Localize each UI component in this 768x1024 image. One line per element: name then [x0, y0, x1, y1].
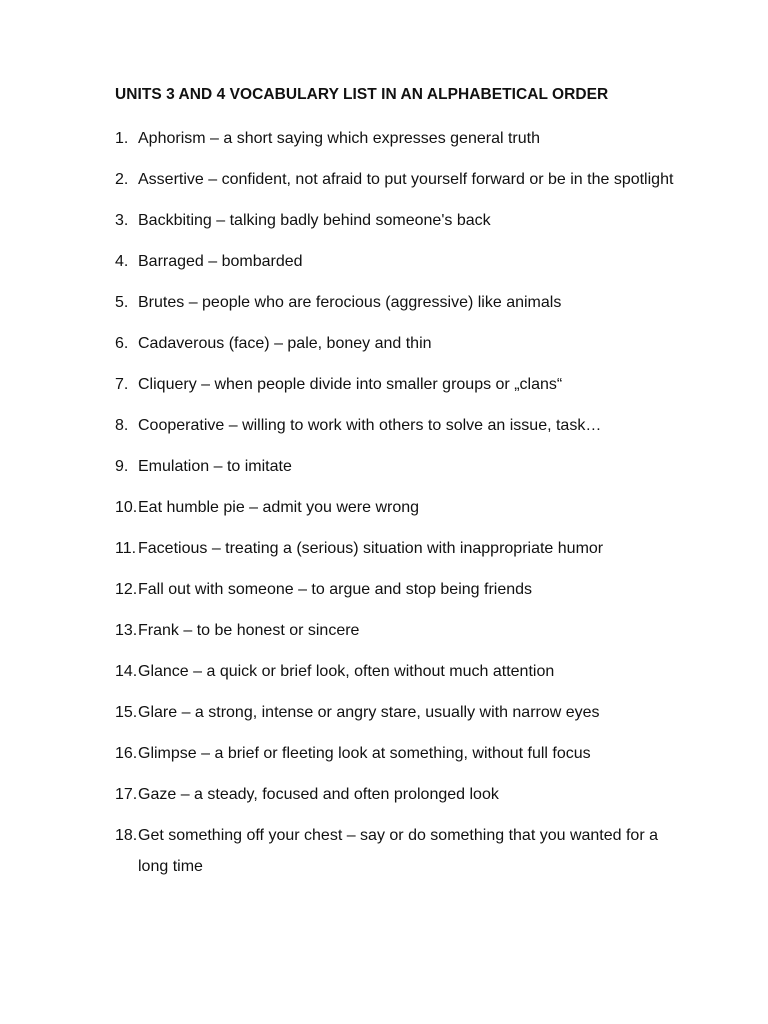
- list-item: [115, 697, 675, 728]
- list-item-number: 6.: [115, 335, 129, 352]
- list-item-number: 14.: [115, 663, 138, 680]
- list-item-number: 15.: [115, 704, 138, 721]
- list-item-text: Frank – to be honest or sincere: [138, 622, 360, 639]
- list-item-text: Barraged – bombarded: [138, 253, 303, 270]
- list-item: [115, 820, 675, 882]
- list-item: [115, 123, 675, 154]
- list-item-number: 11.: [115, 540, 137, 557]
- list-item: [115, 410, 675, 441]
- list-item-number: 1.: [115, 130, 129, 147]
- list-item: [115, 779, 675, 810]
- list-item-text: Backbiting – talking badly behind someone's back: [138, 212, 491, 229]
- list-item-text: Get something off your chest – say or do something that you wanted for a long time: [138, 827, 658, 875]
- list-item-text: Brutes – people who are ferocious (aggressive) like animals: [138, 294, 562, 311]
- list-item: [115, 328, 675, 359]
- list-item-number: 12.: [115, 581, 138, 598]
- list-item-number: 2.: [115, 171, 129, 188]
- list-item: [115, 164, 675, 195]
- list-item: [115, 656, 675, 687]
- list-item-number: 18.: [115, 827, 138, 844]
- list-item-number: 17.: [115, 786, 138, 803]
- list-item-number: 7.: [115, 376, 129, 393]
- list-item-number: 10.: [115, 499, 138, 516]
- list-item-number: 16.: [115, 745, 138, 762]
- list-item-text: Cooperative – willing to work with others to solve an issue, task…: [138, 417, 602, 434]
- list-item-number: 13.: [115, 622, 138, 639]
- list-item-number: 4.: [115, 253, 129, 270]
- list-item-text: Cadaverous (face) – pale, boney and thin: [138, 335, 432, 352]
- list-item-number: 9.: [115, 458, 129, 475]
- list-item-text: Glance – a quick or brief look, often without much attention: [138, 663, 555, 680]
- list-item-text: Cliquery – when people divide into smaller groups or „clans“: [138, 376, 563, 393]
- list-item-number: 3.: [115, 212, 129, 229]
- list-item-text: Glimpse – a brief or fleeting look at something, without full focus: [138, 745, 591, 762]
- list-item-text: Glare – a strong, intense or angry stare, usually with narrow eyes: [138, 704, 600, 721]
- list-item: [115, 574, 675, 605]
- list-item-number: 8.: [115, 417, 129, 434]
- list-item-text: Emulation – to imitate: [138, 458, 292, 475]
- list-item-text: Eat humble pie – admit you were wrong: [138, 499, 420, 516]
- vocabulary-list: [115, 123, 675, 892]
- list-item-text: Aphorism – a short saying which expresses general truth: [138, 130, 540, 147]
- list-item: [115, 205, 675, 236]
- list-item-text: Fall out with someone – to argue and stop being friends: [138, 581, 533, 598]
- list-item: [115, 369, 675, 400]
- list-item: [115, 738, 675, 769]
- list-item-text: Assertive – confident, not afraid to put yourself forward or be in the spotlight: [138, 171, 674, 188]
- list-item: [115, 287, 675, 318]
- document-title: UNITS 3 AND 4 VOCABULARY LIST IN AN ALPHABETICAL ORDER: [115, 86, 609, 103]
- list-item-text: Gaze – a steady, focused and often prolonged look: [138, 786, 499, 803]
- list-item: [115, 492, 675, 523]
- list-item-text: Facetious – treating a (serious) situation with inappropriate humor: [138, 540, 604, 557]
- list-item: [115, 615, 675, 646]
- list-item: [115, 533, 675, 564]
- list-item-number: 5.: [115, 294, 129, 311]
- list-item: [115, 451, 675, 482]
- list-item: [115, 246, 675, 277]
